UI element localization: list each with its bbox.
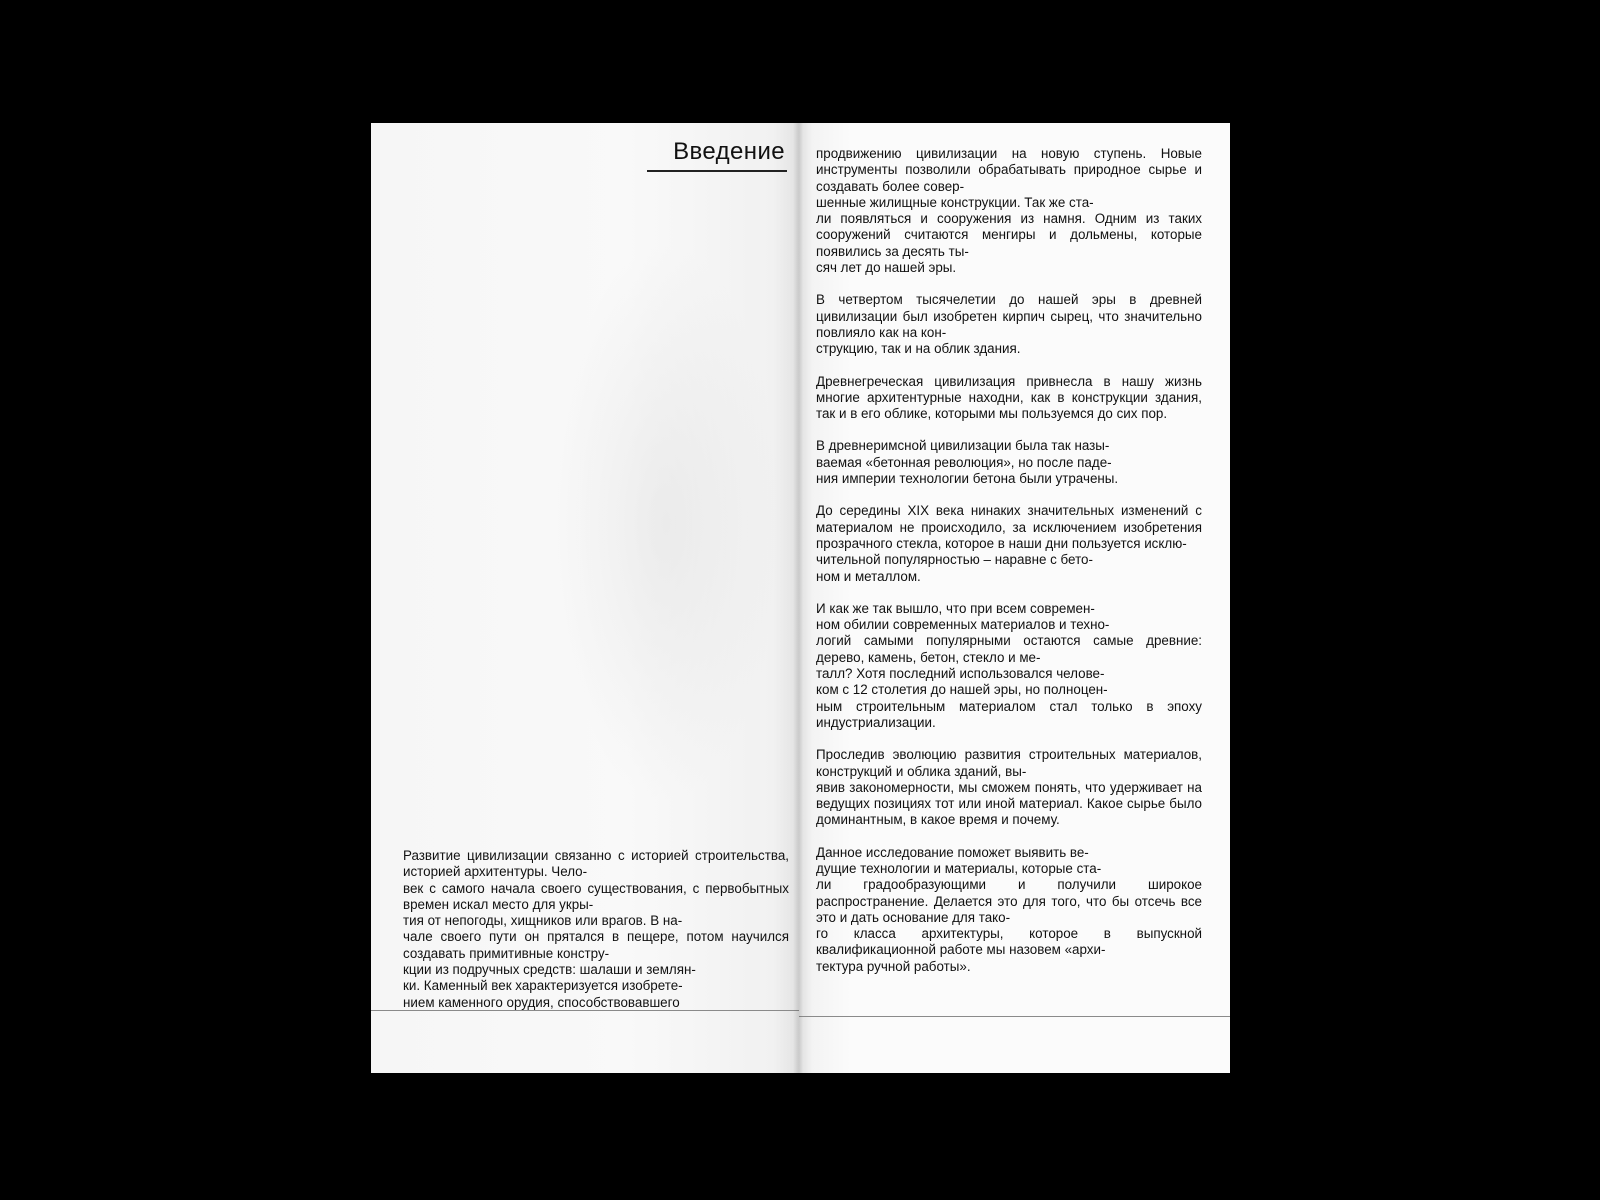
paragraph: В четвертом тысячелетии до нашей эры в древней цивилизации был изобретен кирпич сырец, что значительно повлияло как на кон- струкцию, так и на облик здания.: [816, 292, 1202, 357]
paragraph: И как же так вышло, что при всем современ- ном обилии современных материалов и техно- логий самыми популярными остаются самые древние: дерево, камень, бетон, стекло и ме- талл? Хотя последний использовался челове- ком с 12 столетия до нашей эры, но полноцен- ным строительным материалом стал только в эпоху индустриализации.: [816, 600, 1202, 730]
right-page: [799, 123, 1230, 1073]
paragraph: Данное исследование поможет выявить ве- дущие технологии и материалы, которые ста- ли градообразующими и получили широкое распространение. Делается это для того, что бы отсечь все это и дать основание для тако- го класса архитектуры, которое в выпускной квалификационной работе мы назовем «архи- тектура ручной работы».: [816, 844, 1202, 974]
page-title: Введение: [673, 138, 785, 165]
left-page-text: Развитие цивилизации связанно с историей строительства, историей архитентуры. Чело- век с самого начала своего существования, с первобытных времен искал место для укры- тия от непогоды, хищников или врагов. В на- чале своего пути он прятался в пещере, потом научился создавать примитивные констру- кции из подручных средств: шалаши и землян- ки. Каменный век характеризуется изобрете- нием каменного орудия, способствовавшего: [403, 848, 789, 1010]
bleed-through-shadow: [551, 243, 781, 803]
paragraph: продвижению цивилизации на новую ступень. Новые инструменты позволили обрабатывать природное сырье и создавать более совер- шенные жилищные конструкции. Так же ста- ли появляться и сооружения из намня. Одним из таких сооружений считаются менгиры и дольмены, которые появились за десять ты- сяч лет до нашей эры.: [816, 146, 1202, 276]
left-page: [371, 123, 799, 1073]
paragraph: До середины XIX века нинаких значительных изменений с материалом не происходило, за исключением изобретения прозрачного стекла, которое в наши дни пользуется исклю- чительной популярностью – наравне с бето- ном и металлом.: [816, 503, 1202, 584]
paragraph: Древнегреческая цивилизация привнесла в нашу жизнь многие архитентурные находни, как в конструкции здания, так и в его облике, которыми мы пользуемся до сих пор.: [816, 373, 1202, 422]
title-underline: [647, 170, 787, 172]
paragraph: Проследив эволюцию развития строительных материалов, конструкций и облика зданий, вы- явив закономерности, мы сможем понять, что удерживает на ведущих позициях тот или иной материал. Какое сырье было доминантным, в какое время и почему.: [816, 747, 1202, 828]
left-page-footer-rule: [371, 1010, 799, 1011]
open-booklet: [371, 123, 1230, 1073]
spine-fold: [793, 123, 803, 1073]
right-page-column: [816, 146, 1202, 991]
paragraph: В древнеримсной цивилизации была так назы- ваемая «бетонная революция», но после паде- ния империи технологии бетона были утрачены.: [816, 438, 1119, 487]
right-page-footer-rule: [799, 1016, 1230, 1017]
